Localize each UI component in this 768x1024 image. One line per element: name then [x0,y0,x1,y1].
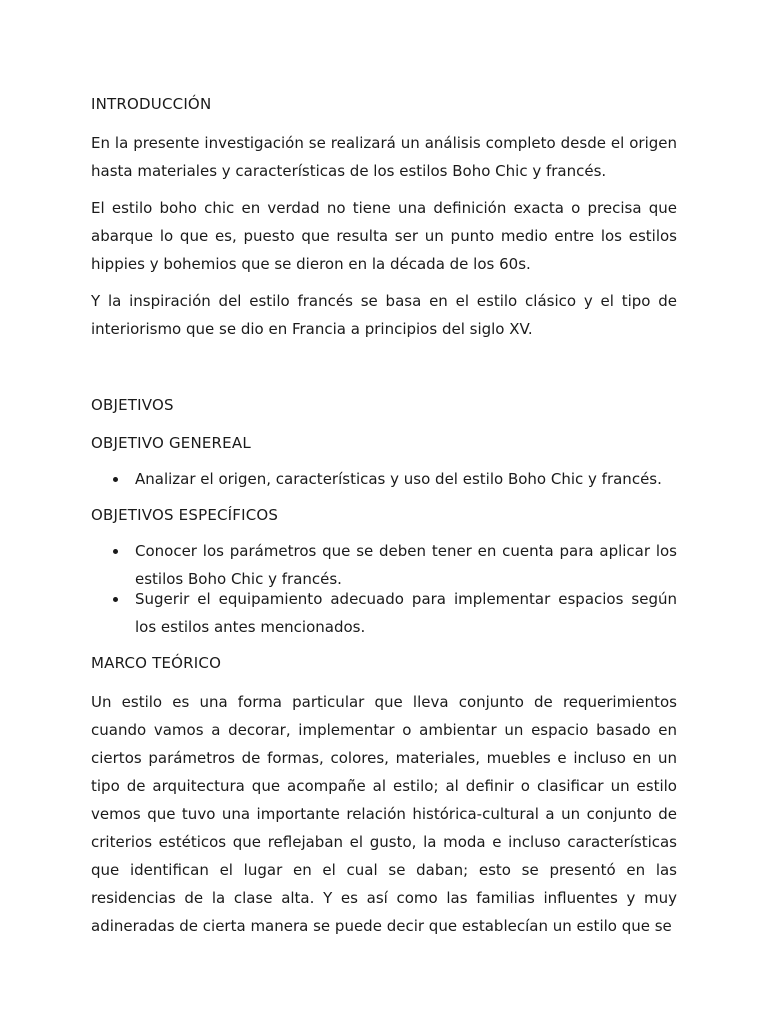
objetivos-especificos-list [91,537,677,641]
introduccion-heading: INTRODUCCIÓN [91,95,212,113]
objetivo-general-heading: OBJETIVO GENEREAL [91,434,251,452]
intro-paragraph-3: Y la inspiración del estilo francés se basa en el estilo clásico y el tipo de interiorismo que se dio en Francia a principios del siglo XV. [91,292,677,338]
list-item [91,465,677,493]
bullet-icon [113,597,118,602]
objetivo-general-list [91,465,677,493]
list-item-text: Conocer los parámetros que se deben tener en cuenta para aplicar los estilos Boho Chic y francés. [135,542,677,588]
objetivos-heading: OBJETIVOS [91,396,174,414]
list-item-text: Sugerir el equipamiento adecuado para implementar espacios según los estilos antes mencionados. [135,590,677,636]
document-page [91,92,677,940]
list-item [91,585,677,641]
intro-paragraph-1: En la presente investigación se realizará un análisis completo desde el origen hasta materiales y características de los estilos Boho Chic y francés. [91,134,677,180]
bullet-icon [113,477,118,482]
bullet-icon [113,549,118,554]
intro-paragraph-2: El estilo boho chic en verdad no tiene una definición exacta o precisa que abarque lo que es, puesto que resulta ser un punto medio entre los estilos hippies y bohemios que se dieron en la década de los 60s. [91,199,677,273]
marco-teorico-heading: MARCO TEÓRICO [91,654,222,672]
objetivos-especificos-heading: OBJETIVOS ESPECÍFICOS [91,506,279,524]
list-item-text: Analizar el origen, características y uso del estilo Boho Chic y francés. [135,470,662,488]
marco-teorico-paragraph: Un estilo es una forma particular que lleva conjunto de requerimientos cuando vamos a decorar, implementar o ambientar un espacio basado en ciertos parámetros de formas, colores, materiales, muebles e incluso en un tipo de arquitectura que acompañe al estilo; al definir o clasificar un estilo vemos que tuvo una importante relación histórica-cultural a un conjunto de criterios estéticos que reflejaban el gusto, la moda e incluso características que identifican el lugar en el cual se daban; esto se presentó en las residencias de la clase alta. Y es así como las familias influentes y muy adineradas de cierta manera se puede decir que establecían un estilo que se [91,693,677,935]
